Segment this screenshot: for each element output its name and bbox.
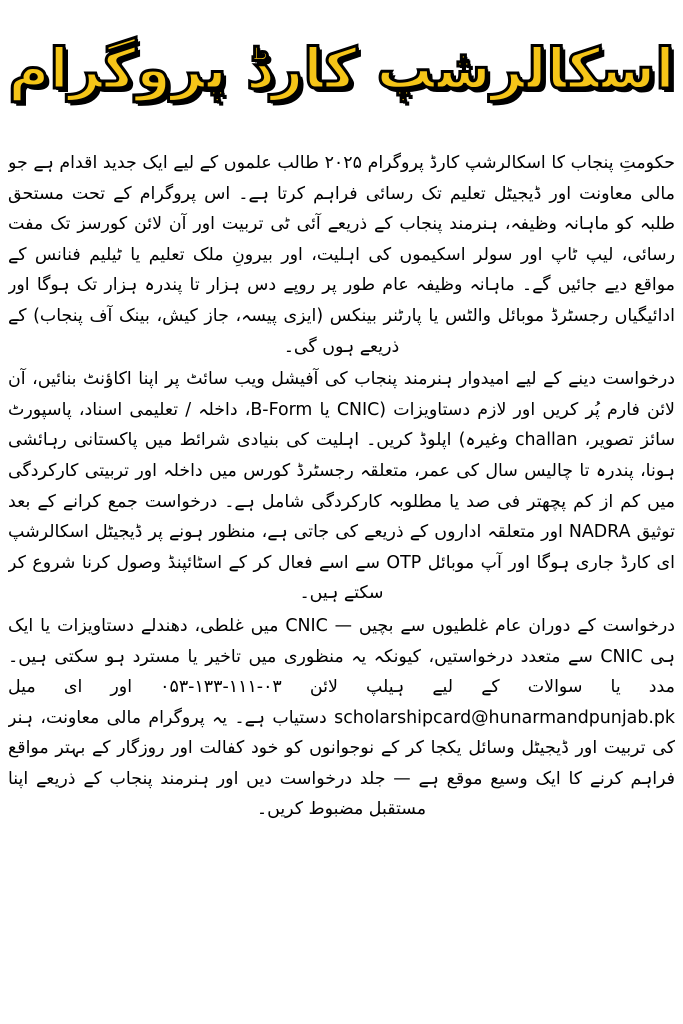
paragraph-application: درخواست دینے کے لیے امیدوار ہنرمند پنجاب کی آفیشل ویب سائٹ پر اپنا اکاؤنٹ بنائیں، آن لائن فارم پُر کریں اور لازم دستاویزات (CNIC یا B-Form، داخلہ / تعلیمی اسناد، پاسپورٹ سائز تصویر، challan وغیرہ) اپلوڈ کریں۔ اہلیت کی بنیادی شرائط میں پاکستانی رہائشی ہونا، پندرہ تا چالیس سال کی عمر، متعلقہ رجسٹرڈ کورس میں داخلہ اور تربیتی کارکردگی میں کم از کم پچھتر فی صد یا مطلوبہ کارکردگی شامل ہے۔ درخواست جمع کرانے کے بعد توثیق NADRA اور متعلقہ اداروں کے ذریعے کی جاتی ہے، منظور ہونے پر ڈیجیٹل اسکالرشپ ای کارڈ جاری ہوگا اور آپ موبائل OTP سے اسے فعال کر کے اسٹائپنڈ وصول کرنا شروع کر سکتے ہیں۔: [8, 369, 675, 604]
headline-banner: [0, 0, 683, 140]
article-body: [8, 148, 675, 1020]
paragraph-help: درخواست کے دوران عام غلطیوں سے بچیں — CNIC میں غلطی، دھندلے دستاویزات یا ایک ہی CNIC سے متعدد درخواستیں، کیونکہ یہ منظوری میں تاخیر یا مسترد ہو سکتی ہیں۔ مدد یا سوالات کے لیے ہیلپ لائن ۰۳-۱۱۱-۱۳۳-۰۵۳ اور ای میل scholarshipcard@hunarmandpunjab.pk دستیاب ہے۔ یہ پروگرام مالی معاونت، ہنر کی تربیت اور ڈیجیٹل وسائل یکجا کر کے نوجوانوں کو خود کفالت اور روزگار کے بہتر مواقع فراہم کرنے کا ایک وسیع موقع ہے — جلد درخواست دیں اور ہنرمند پنجاب کے ذریعے اپنا مستقبل مضبوط کریں۔: [8, 615, 675, 820]
headline-title: اسکالرشپ کارڈ پروگرام: [8, 37, 675, 102]
paragraph-intro: حکومتِ پنجاب کا اسکالرشپ کارڈ پروگرام ۲۰۲۵ طالب علموں کے لیے ایک جدید اقدام ہے جو مالی معاونت اور ڈیجیٹل تعلیم تک رسائی فراہم کرتا ہے۔ اس پروگرام کے تحت مستحق طلبہ کو ماہانہ وظیفہ، ہنرمند پنجاب کے ذریعے آئی ٹی تربیت اور آن لائن کورسز تک مفت رسائی، لیپ ٹاپ اور سولر اسکیموں کی اہلیت، اور بیرونِ ملک تعلیم یا ٹیلیم فنانس کے مواقع دیے جائیں گے۔ ماہانہ وظیفہ عام طور پر روپے دس ہزار تا پندرہ ہزار تک ہوگا اور ادائیگیاں رجسٹرڈ موبائل والٹس یا پارٹنر بینکس (ایزی پیسہ، جاز کیش، بینک آف پنجاب) کے ذریعے ہوں گی۔: [8, 153, 675, 357]
